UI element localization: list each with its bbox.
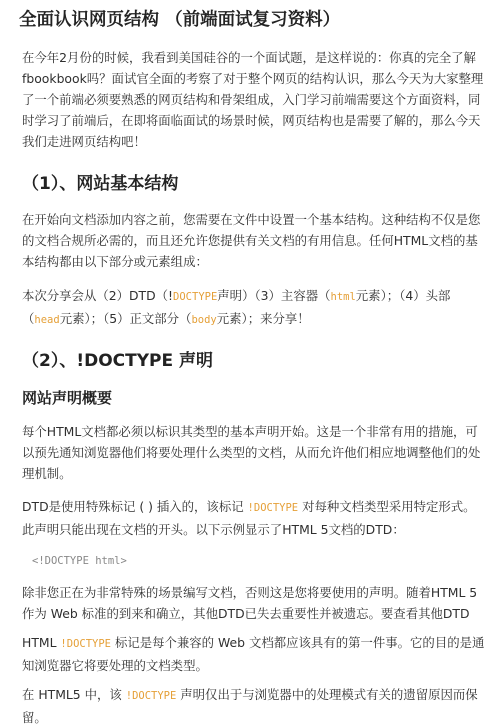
- doctype-tag-paragraph: [22, 632, 486, 676]
- code-doctype: !DOCTYPE: [60, 638, 111, 650]
- code-html: html: [330, 291, 356, 303]
- share-paragraph: [22, 285, 486, 331]
- doctype-intro-paragraph: 每个HTML文档都必须以标识其类型的基本声明开始。这是一个非常有用的措施，可以预先通知浏览器他们将要处理什么类型的文档，从而允许他们相应地调整他们的处理机制。: [22, 424, 481, 481]
- page-title: 全面认识网页结构 （前端面试复习资料）: [19, 10, 341, 30]
- code-block: <!DOCTYPE html>: [32, 555, 127, 567]
- html5-text: 在 HTML5 中，该: [22, 687, 126, 702]
- dtd-text: DTD是使用特殊标记 ( ) 插入的，该标记: [22, 499, 248, 514]
- share-text: 元素）；（5）正文部分（: [59, 311, 192, 326]
- section1-heading: （1）、网站基本结构: [22, 174, 179, 194]
- dtd-text: 对每种文档类型采用特定形式。此声明只能出现在文档的开头。以下示例显示了HTML 5文档的DTD：: [22, 499, 476, 537]
- share-text: 本次分享会从（2）DTD（!: [22, 288, 174, 303]
- share-text: 元素）；来分享！: [216, 311, 310, 326]
- code-doctype: !DOCTYPE: [125, 690, 177, 702]
- doctype-text: 标记是每个兼容的 Web 文档都应该具有的第一件事。它的目的是通知浏览器它将要处理的文档类型。: [22, 635, 485, 673]
- code-head: head: [34, 314, 60, 326]
- section1-paragraph: 在开始向文档添加内容之前，您需要在文件中设置一个基本结构。这种结构不仅是您的文档合规所必需的，而且还允许您提供有关文档的有用信息。任何HTML文档的基本结构都由以下部分或元素组成：: [22, 212, 481, 269]
- code-body: body: [191, 314, 217, 326]
- section2-heading: （2）、!DOCTYPE 声明: [22, 351, 214, 371]
- code-doctype: !DOCTYPE: [247, 502, 299, 514]
- share-text: 声明）（3）主容器（: [217, 288, 331, 303]
- section2-subheading: 网站声明概要: [22, 389, 113, 407]
- usage-paragraph: 除非您正在为非常特殊的场景编写文档，否则这是您将要使用的声明。随着HTML 5作为 Web 标准的到来和确立，其他DTD已失去重要性并被遗忘。要查看其他DTD: [22, 585, 478, 621]
- code-doctype: DOCTYPE: [173, 291, 218, 303]
- html5-text: 声明仅出于与浏览器中的处理模式有关的遗留原因而保留。: [22, 687, 478, 725]
- intro-paragraph: 在今年2月份的时候，我看到美国硅谷的一个面试题，是这样说的：你真的完全了解fbookbook吗？面试官全面的考察了对于整个网页的结构认识，那么今天为大家整理了一个前端必须要熟悉的网页结构和骨架组成，入门学习前端需要这个方面资料，同时学习了前端后，在即将面临面试的场景时候，网页结构也是需要了解的，那么今天我们走进网页结构吧！: [22, 50, 484, 149]
- doctype-text: HTML: [22, 635, 61, 650]
- dtd-paragraph: [22, 496, 486, 540]
- article: [0, 8, 500, 725]
- share-text: 元素）；（4）头部（: [22, 288, 451, 326]
- html5-paragraph: [22, 684, 486, 728]
